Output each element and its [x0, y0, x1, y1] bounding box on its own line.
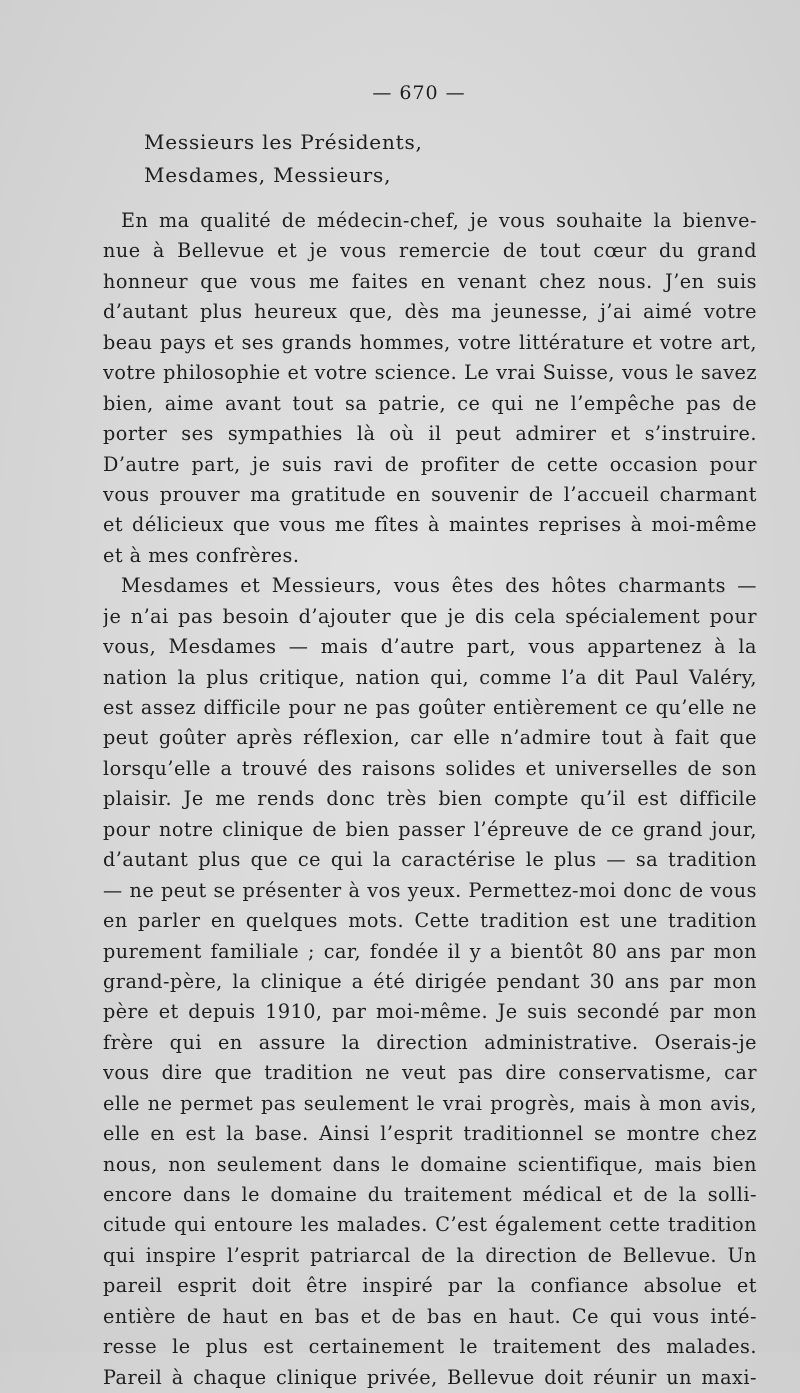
text-line: En ma qualité de médecin-chef, je vous souhaite la bienve-: [121, 209, 757, 232]
text-line: Pareil à chaque clinique privée, Bellevue doit réunir un maxi-: [103, 1365, 757, 1389]
text-line: pareil esprit doit être inspiré par la confiance absolue et: [103, 1274, 757, 1298]
text-line: vous dire que tradition ne veut pas dire conservatisme, car: [103, 1061, 757, 1085]
text-line: est assez difficile pour ne pas goûter entièrement ce qu’elle ne: [103, 696, 757, 719]
text-line: elle ne permet pas seulement le vrai progrès, mais à mon avis,: [103, 1091, 757, 1115]
text-line: d’autant plus heureux que, dès ma jeunesse, j’ai aimé votre: [103, 300, 757, 324]
text-line: citude qui entoure les malades. C’est également cette tradition: [103, 1213, 757, 1237]
text-line: resse le plus est certainement le traitement des malades.: [103, 1335, 757, 1359]
text-line: plaisir. Je me rends donc très bien compte qu’il est difficile: [103, 787, 757, 811]
text-line: d’autant plus que ce qui la caractérise le plus — sa tradition: [103, 848, 757, 872]
text-line: D’autre part, je suis ravi de profiter de cette occasion pour: [103, 452, 757, 476]
text-line: porter ses sympathies là où il peut admirer et s’instruire.: [103, 422, 757, 446]
page-number: — 670 —: [372, 82, 466, 104]
text-line: beau pays et ses grands hommes, votre littérature et votre art,: [103, 330, 757, 354]
text-line: je n’ai pas besoin d’ajouter que je dis cela spécialement pour: [103, 604, 757, 628]
salutation-line: Messieurs les Présidents,: [144, 130, 423, 154]
text-line: vous, Mesdames — mais d’autre part, vous appartenez à la: [103, 635, 757, 659]
text-line: nous, non seulement dans le domaine scientifique, mais bien: [103, 1152, 757, 1176]
salutation-line: Mesdames, Messieurs,: [144, 163, 392, 187]
text-line: votre philosophie et votre science. Le vrai Suisse, vous le savez: [103, 361, 757, 385]
text-line: lorsqu’elle a trouvé des raisons solides et universelles de son: [103, 756, 757, 780]
text-line: purement familiale ; car, fondée il y a bientôt 80 ans par mon: [103, 939, 757, 963]
text-line: honneur que vous me faites en venant chez nous. J’en suis: [103, 269, 757, 293]
text-line: grand-père, la clinique a été dirigée pendant 30 ans par mon: [103, 969, 757, 993]
body-text: [103, 206, 757, 1393]
text-line: frère qui en assure la direction administrative. Oserais-je: [103, 1030, 757, 1054]
salutation: [144, 126, 423, 192]
text-line: et à mes confrères.: [103, 543, 300, 567]
text-line: pour notre clinique de bien passer l’épreuve de ce grand jour,: [103, 817, 757, 841]
text-line: nue à Bellevue et je vous remercie de tout cœur du grand: [103, 239, 757, 263]
text-line: elle en est la base. Ainsi l’esprit traditionnel se montre chez: [103, 1122, 757, 1146]
text-line: qui inspire l’esprit patriarcal de la direction de Bellevue. Un: [103, 1243, 757, 1267]
text-line: peut goûter après réflexion, car elle n’admire tout à fait que: [103, 726, 757, 750]
text-line: nation la plus critique, nation qui, comme l’a dit Paul Valéry,: [103, 665, 757, 689]
text-line: entière de haut en bas et de bas en haut. Ce qui vous inté-: [103, 1304, 757, 1328]
text-line: père et depuis 1910, par moi-même. Je suis secondé par mon: [103, 1000, 757, 1024]
text-line: — ne peut se présenter à vos yeux. Permettez-moi donc de vous: [103, 878, 757, 902]
text-line: et délicieux que vous me fîtes à maintes reprises à moi-même: [103, 513, 757, 537]
text-line: encore dans le domaine du traitement médical et de la solli-: [103, 1183, 757, 1206]
text-line: en parler en quelques mots. Cette tradition est une tradition: [103, 909, 757, 933]
text-line: bien, aime avant tout sa patrie, ce qui ne l’empêche pas de: [103, 391, 757, 415]
text-line: Mesdames et Messieurs, vous êtes des hôtes charmants —: [121, 574, 757, 598]
text-line: vous prouver ma gratitude en souvenir de l’accueil charmant: [103, 482, 757, 506]
